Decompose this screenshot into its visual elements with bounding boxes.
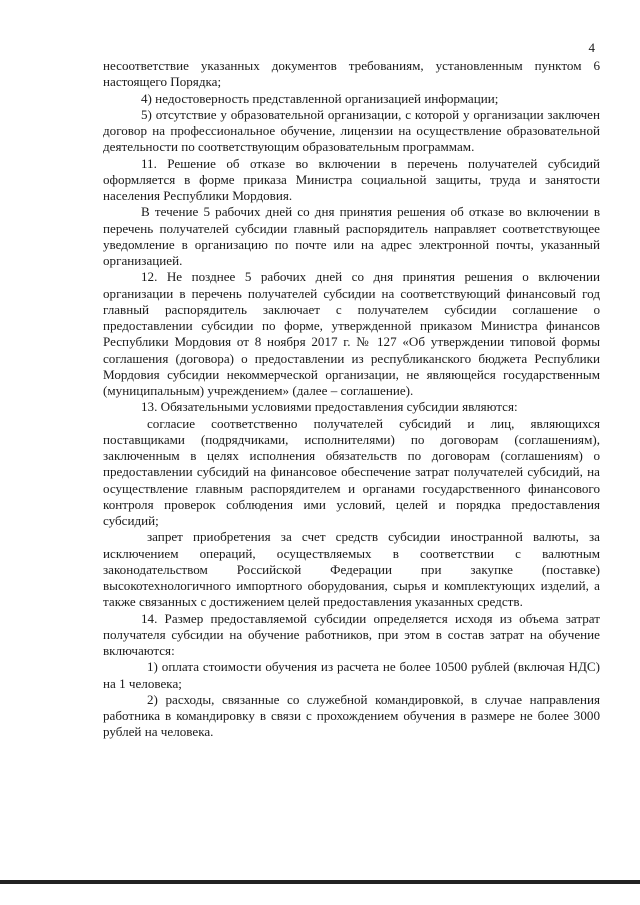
- page-number: 4: [588, 40, 595, 55]
- paragraph: 2) расходы, связанные со служебной командировкой, в случае направления работника в командировку в связи с прохождением обучения в размере не более 3000 рублей на человека.: [103, 691, 600, 740]
- paragraph: запрет приобретения за счет средств субсидии иностранной валюты, за исключением операций, осуществляемых в соответствии с валютным законодательством Российской Федерации при закупке (поставке) высокотехнологичного импортного оборудования, сырья и комплектующих изделий, а также связанных с достижением целей предоставления указанных средств.: [103, 529, 600, 610]
- paragraph: 14. Размер предоставляемой субсидии определяется исходя из объема затрат получателя субсидии на обучение работников, при этом в состав затрат на обучение включаются:: [103, 610, 600, 658]
- paragraph: 12. Не позднее 5 рабочих дней со дня принятия решения о включении организации в перечень получателей субсидии на соответствующий финансовый год главный распорядитель заключает с получателем субсидии соглашение о предоставлении субсидии по форме, утвержденной приказом Министра финансов Республики Мордовия от 8 ноября 2017 г. № 127 «Об утверждении типовой формы соглашения (договора) о предоставлении из республиканского бюджета Республики Мордовия субсидии некоммерческой организации, не являющейся государственным (муниципальным) учреждением» (далее – соглашение).: [103, 269, 600, 398]
- paragraph: 1) оплата стоимости обучения из расчета не более 10500 рублей (включая НДС) на 1 человека;: [103, 659, 600, 691]
- paragraph: 11. Решение об отказе во включении в перечень получателей субсидий оформляется в форме приказа Министра социальной защиты, труда и занятости населения Республики Мордовия.: [103, 155, 600, 203]
- paragraph: В течение 5 рабочих дней со дня принятия решения об отказе во включении в перечень получателей субсидии главный распорядитель направляет соответствующее уведомление в организацию по почте или на адрес электронной почты, указанный организацией.: [103, 204, 600, 268]
- document-body: [103, 58, 600, 741]
- paragraph: несоответствие указанных документов требованиям, установленным пунктом 6 настоящего Порядка;: [103, 58, 600, 90]
- paragraph: 13. Обязательными условиями предоставления субсидии являются:: [141, 399, 518, 415]
- paragraph: согласие соответственно получателей субсидий и лиц, являющихся поставщиками (подрядчиками, исполнителями) по договорам (соглашениям), заключенным в целях исполнения обязательств по договорам (соглашениям) о предоставлении субсидий на финансовое обеспечение затрат получателей субсидий, на осуществление главным распорядителем и органами государственного финансового контроля проверок соблюдения ими условий, целей и порядка предоставления субсидий;: [103, 415, 600, 528]
- paragraph: 5) отсутствие у образовательной организации, с которой у организации заключен договор на профессиональное обучение, лицензии на осуществление образовательной деятельности по соответствующим образовательным программам.: [103, 106, 600, 155]
- page-bottom-border: [0, 880, 640, 884]
- paragraph: 4) недостоверность представленной организацией информации;: [141, 90, 499, 106]
